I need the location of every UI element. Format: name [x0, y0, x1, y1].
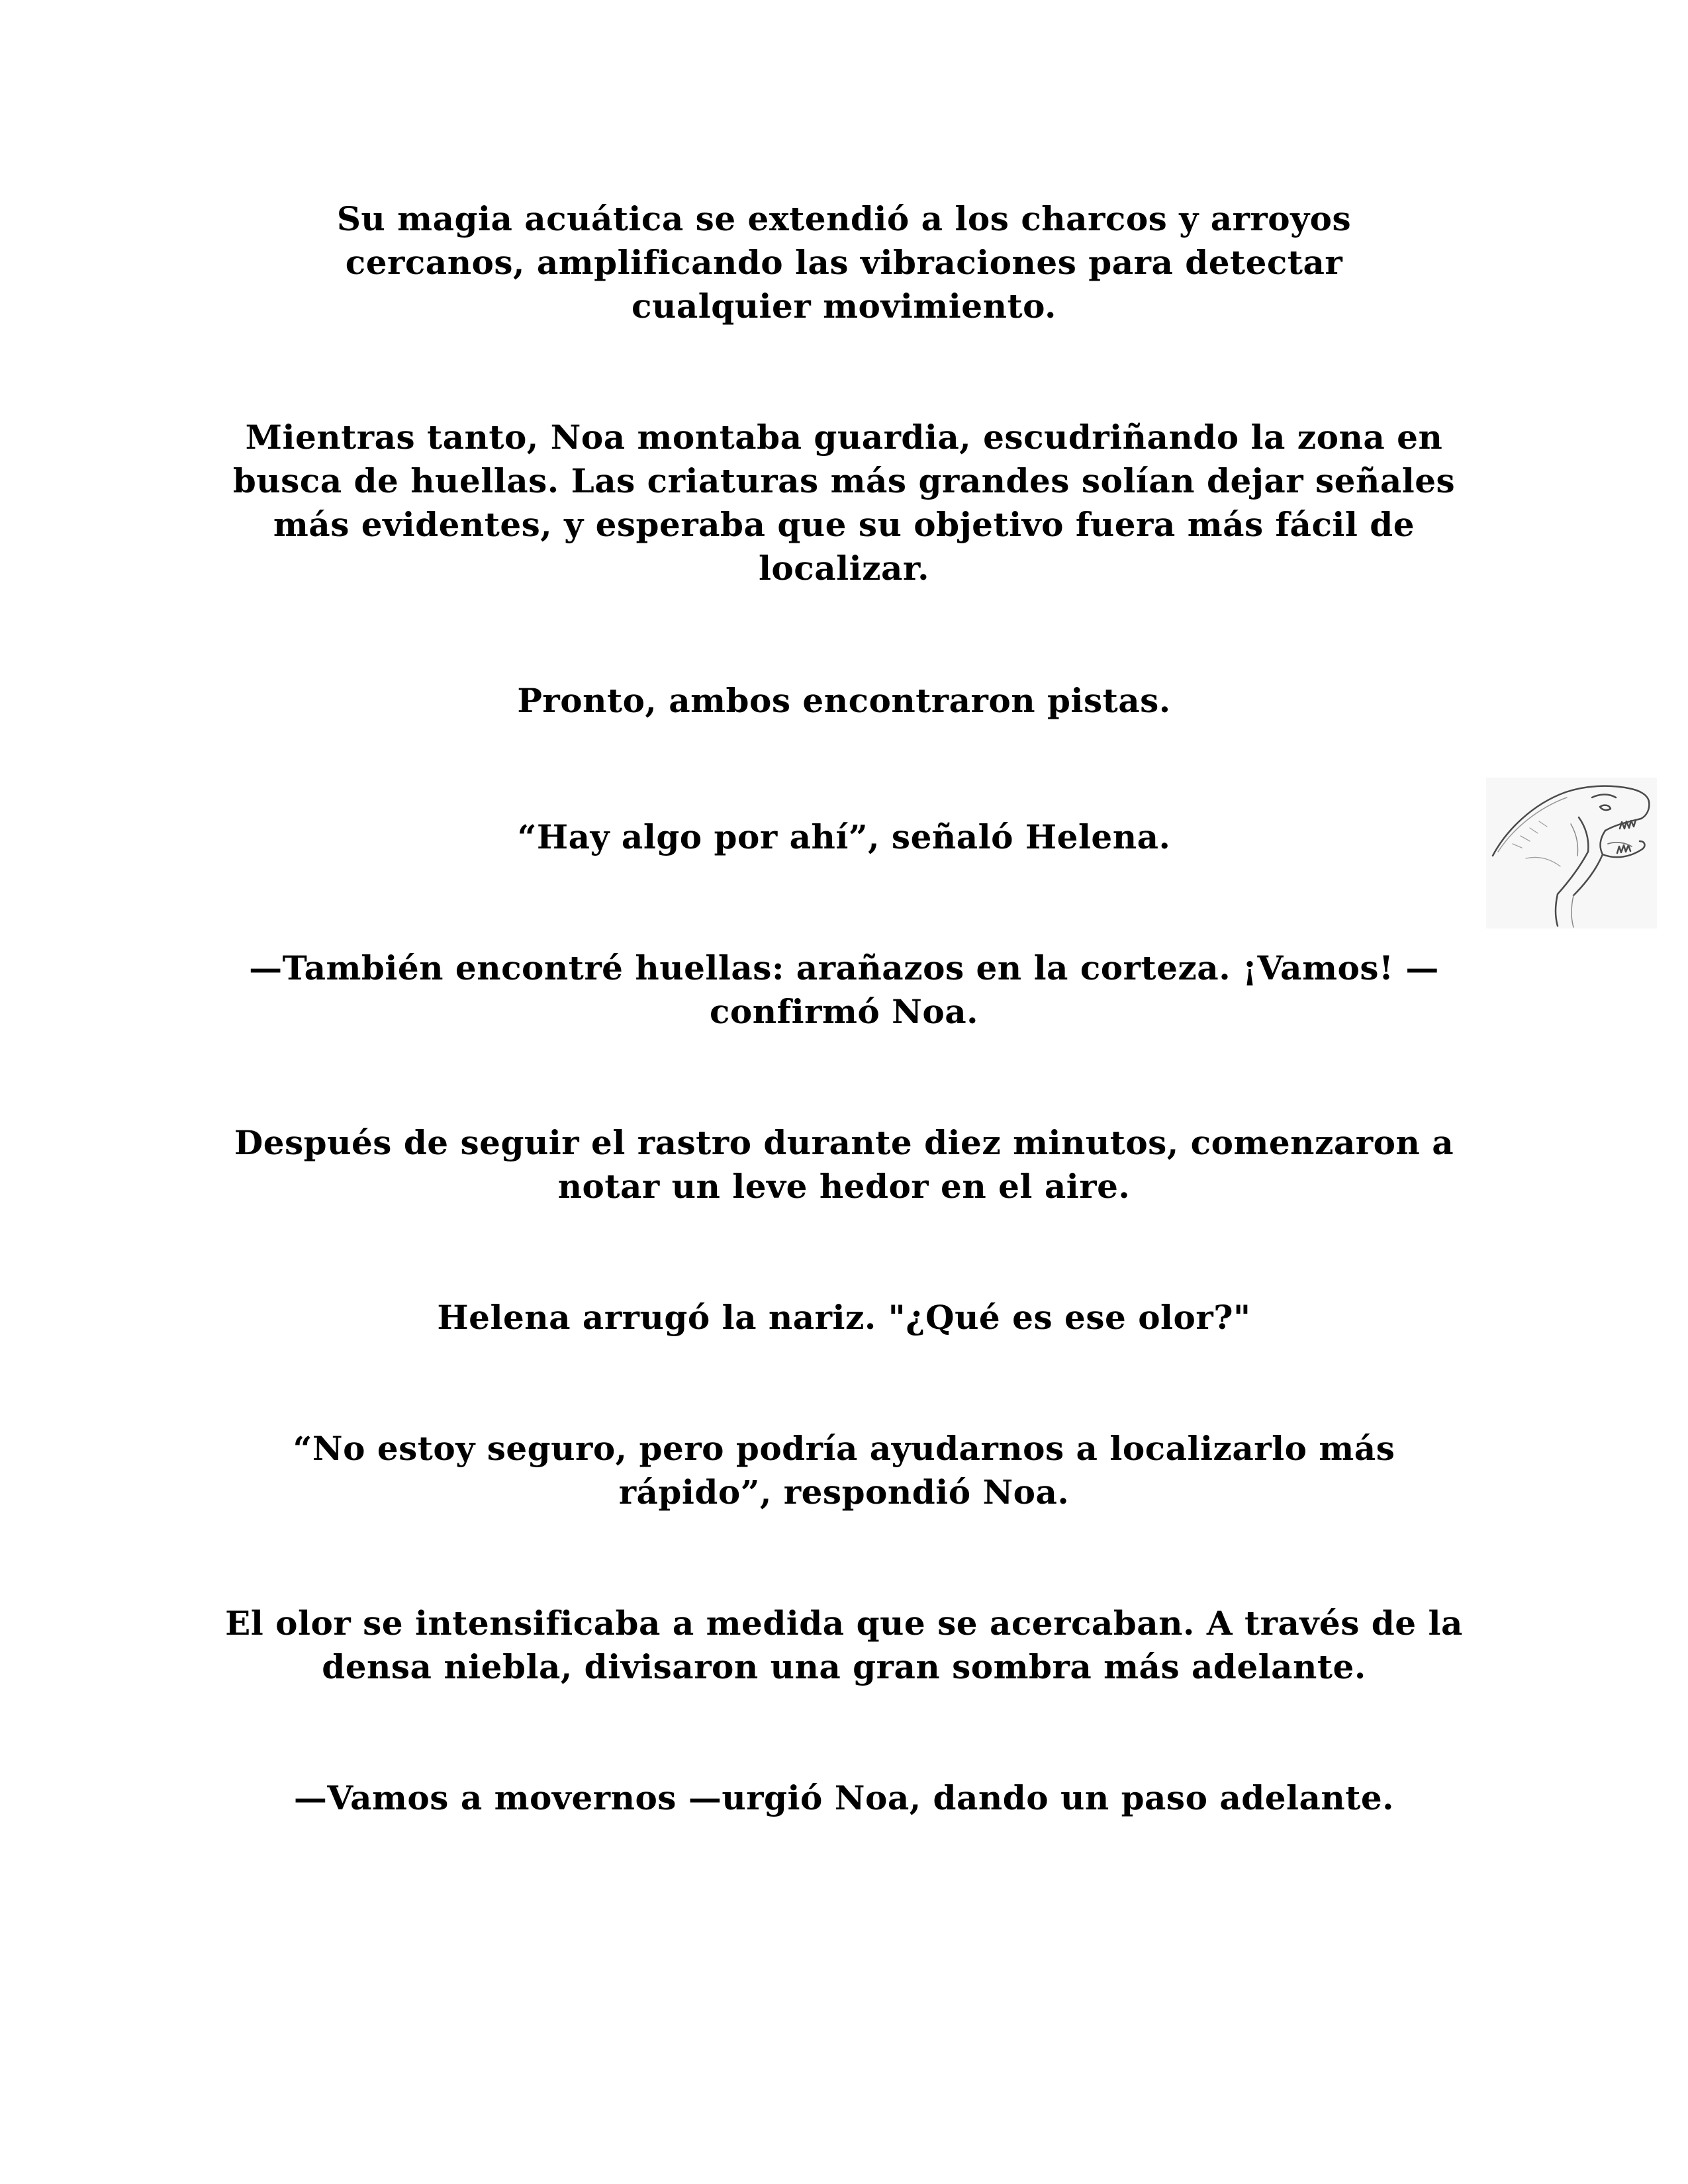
- dinosaur-head-sketch-icon: [1486, 778, 1657, 929]
- paragraph-5: —También encontré huellas: arañazos en la corteza. ¡Vamos! —confirmó Noa.: [249, 948, 1439, 1031]
- paragraph-4: “Hay algo por ahí”, señaló Helena.: [517, 817, 1171, 856]
- paragraph-3: Pronto, ambos encontraron pistas.: [517, 681, 1171, 720]
- paragraph-8: “No estoy seguro, pero podría ayudarnos a localizarlo más rápido”, respondió Noa.: [293, 1429, 1395, 1512]
- paragraph-7: Helena arrugó la nariz. "¿Qué es ese olor?": [437, 1298, 1251, 1337]
- paragraph-1: Su magia acuática se extendió a los charcos y arroyos cercanos, amplificando las vibraciones para detectar cualquier movimiento.: [336, 199, 1352, 326]
- paragraph-9: El olor se intensificaba a medida que se acercaban. A través de la densa niebla, divisaron una gran sombra más adelante.: [225, 1604, 1463, 1686]
- paragraph-6: Después de seguir el rastro durante diez minutos, comenzaron a notar un leve hedor en el aire.: [234, 1123, 1454, 1206]
- paragraph-10: —Vamos a movernos —urgió Noa, dando un paso adelante.: [293, 1778, 1395, 1817]
- paragraph-2: Mientras tanto, Noa montaba guardia, escudriñando la zona en busca de huellas. Las criaturas más grandes solían dejar señales más evidentes, y esperaba que su objetivo fuera más fácil de localizar.: [232, 418, 1456, 588]
